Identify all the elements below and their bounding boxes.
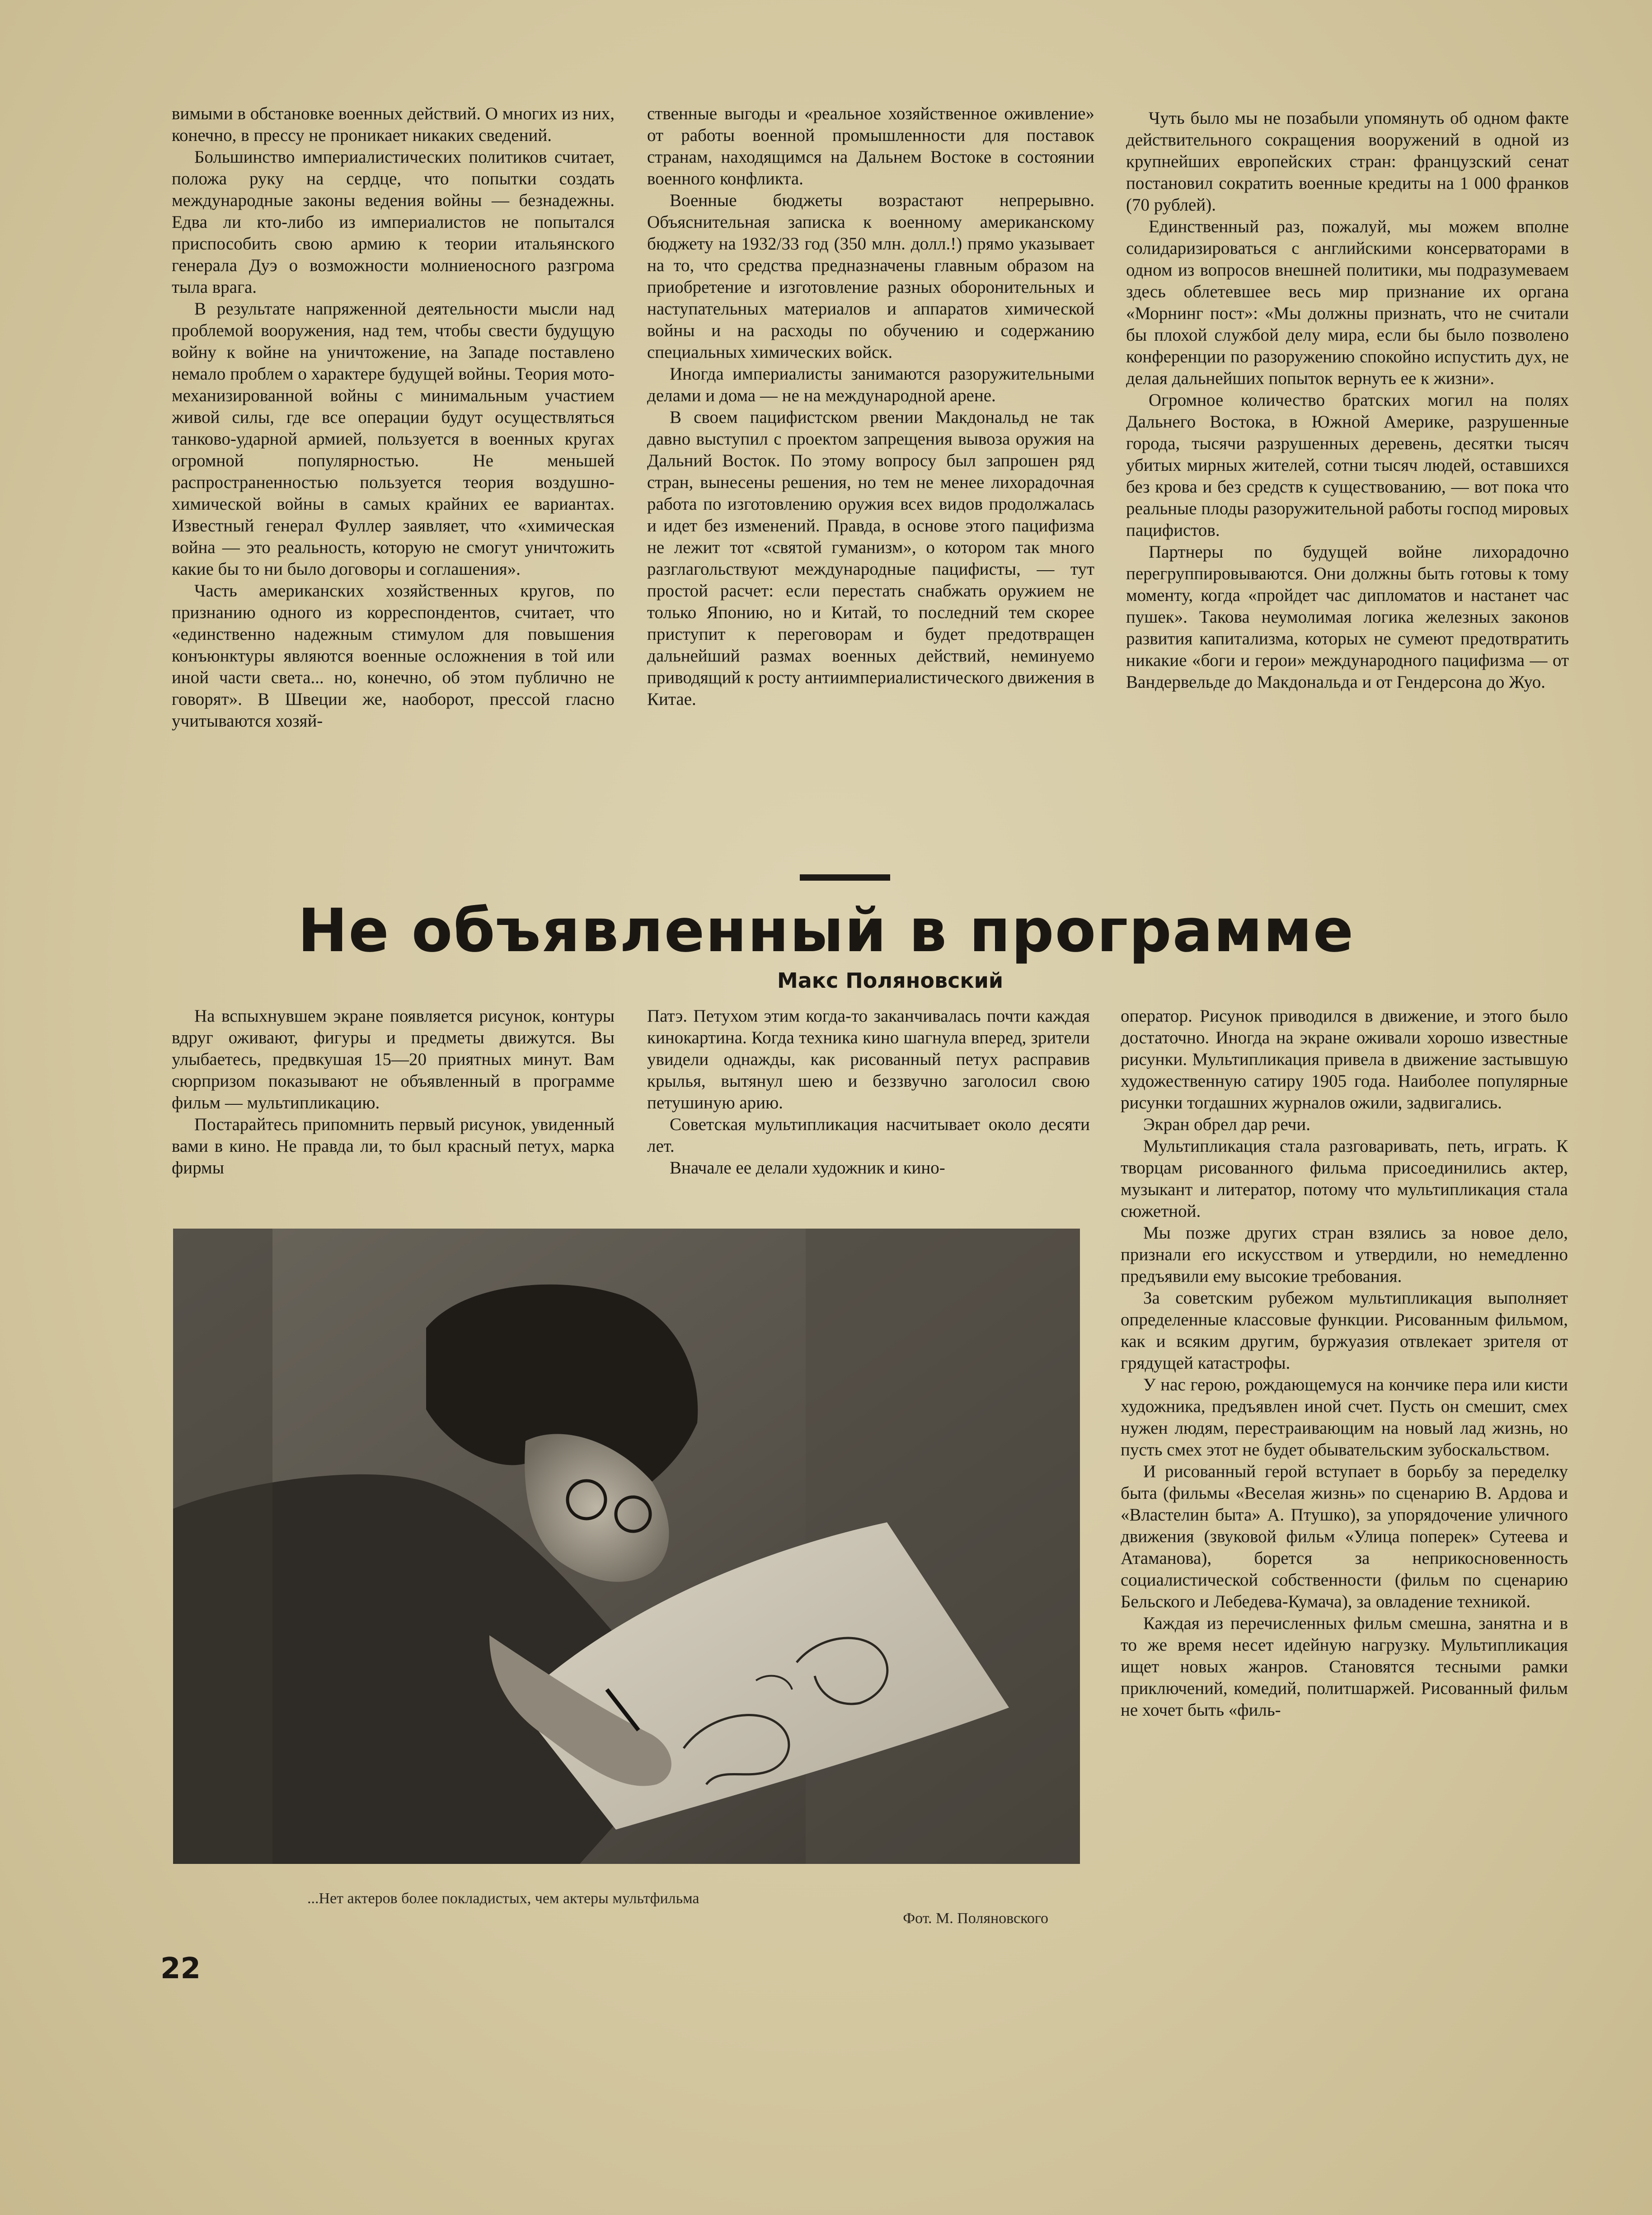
article-photo-animator xyxy=(173,1229,1080,1864)
paragraph: На вспыхнувшем экране появляется рисунок, контуры вдруг оживают, фигуры и предметы движутся. Вы улыбаетесь, предвкушая 15—20 приятных минут. Вам сюрпризом показывают не объявленный в программе фильм — мультипликацию. xyxy=(172,1006,615,1112)
paragraph: Огромное количество братских могил на полях Дальнего Востока, в Южной Америке, разрушенные города, тысячи разрушенных деревень, десятки тысяч убитых мирных жителей, сотни тысяч людей, оставшихся без крова и без средств к существованию, — вот пока что реальные плоды разоружительной работы господ мировых пацифистов. xyxy=(1126,390,1569,540)
article-column-right xyxy=(1121,1005,1568,1948)
article-column-left xyxy=(172,1005,615,1213)
paragraph: И рисованный герой вступает в борьбу за переделку быта (фильмы «Веселая жизнь» по сценарию В. Ардова и «Властелин быта» А. Птушко), за упорядочение уличного движения (звуковой фильм «Улица поперек» Сутеева и Атаманова), борется за неприкосновенность социалистической собственности (фильм по сценарию Бельского и Лебедева-Кумача), за овладение техникой. xyxy=(1121,1462,1568,1611)
paragraph: Советская мультипликация насчитывает около десяти лет. xyxy=(647,1115,1090,1156)
section-divider xyxy=(800,874,890,881)
paragraph: У нас герою, рождающемуся на кончике пера или кисти художника, предъявлен иной счет. Пусть он смешит, смех нужен людям, перестраивающим на новый лад жизнь, но пусть смех этот не будет обывательским зубоскальством. xyxy=(1121,1375,1568,1459)
paragraph: Большинство империалистических политиков считает, положа руку на сердце, что попытки создать международные законы ведения войны — безнадежны. Едва ли кто-либо из империалистов не попытался приспособить свою армию к теории итальянского генерала Дуэ о возможности молниеносного разгрома тыла врага. xyxy=(172,147,615,297)
photo-credit: Фот. М. Поляновского xyxy=(903,1910,1048,1927)
paragraph: Иногда империалисты занимаются разоружительными делами и дома — не на международной арене. xyxy=(647,364,1094,405)
paragraph: Единственный раз, пожалуй, мы можем вполне солидаризироваться с английскими консерваторами в одном из вопросов внешней политики, мы подразумеваем здесь облетевшее весь мир признание их органа «Морнинг пост»: «Мы должны признать, что не считали бы плохой службой делу мира, если бы было позволено конференции по разоружению спокойно испустить дух, не делая дальнейших попыток вернуть ее к жизни». xyxy=(1126,217,1569,388)
top-column-left xyxy=(172,103,615,867)
paragraph: Патэ. Петухом этим когда-то заканчивалась почти каждая кинокартина. Когда техника кино шагнула вперед, зрители увидели однажды, как рисованный петух расправив крылья, вытянул шею и беззвучно заголосил свою петушиную арию. xyxy=(647,1006,1090,1112)
top-column-right xyxy=(1126,108,1569,867)
page-number: 22 xyxy=(160,1952,201,1985)
paragraph: Часть американских хозяйственных кругов, по признанию одного из корреспондентов, считает, что «единственно надежным стимулом для повышения конъюнктуры являются военные осложнения в той или иной части света... но, конечно, об этом публично не говорят». В Швеции же, наоборот, прессой гласно учитываются хозяй- xyxy=(172,581,615,731)
paragraph: Каждая из перечисленных фильм смешна, занятна и в то же время несет идейную нагрузку. Мультипликация ищет новых жанров. Становятся тесными рамки приключений, комедий, политшаржей. Рисованный фильм не хочет быть «филь- xyxy=(1121,1614,1568,1720)
paragraph: ственные выгоды и «реальное хозяйственное оживление» от работы военной промышленности для поставок странам, находящимся на Дальнем Востоке в состоянии военного конфликта. xyxy=(647,104,1094,188)
paragraph: Мы позже других стран взялись за новое дело, признали его искусством и утвердили, но немедленно предъявили ему высокие требования. xyxy=(1121,1223,1568,1286)
article-byline: Макс Поляновский xyxy=(777,968,1004,993)
paragraph: Партнеры по будущей войне лихорадочно перегруппировываются. Они должны быть готовы к тому моменту, когда «пройдет час дипломатов и настанет час пушек». Такова неумолимая логика железных законов развития капитализма, которых не сумеют предотвратить никакие «боги и герои» международного пацифизма — от Вандервельде до Макдональда и от Гендерсона до Жуо. xyxy=(1126,542,1569,692)
paragraph: За советским рубежом мультипликация выполняет определенные классовые функции. Рисованным фильмом, как и всяким другим, буржуазия отвлекает зрителя от грядущей катастрофы. xyxy=(1121,1288,1568,1373)
paragraph: В своем пацифистском рвении Макдональд не так давно выступил с проектом запрещения вывоза оружия на Дальний Восток. По этому вопросу был запрошен ряд стран, вынесены решения, но тем не менее лихорадочная работа по изготовлению оружия всех видов продолжалась и идет без изменений. Правда, в основе этого пацифизма не лежит тот «святой гуманизм», о котором так много разглагольствуют международные пацифисты, — тут простой расчет: если перестать снабжать оружием не только Японию, но и Китай, то последний тем скорее приступит к переговорам и будет предотвращен дальнейший размах военных действий, неминуемо приводящий к росту антиимпериалистического движения в Китае. xyxy=(647,408,1094,709)
paragraph: Мультипликация стала разговаривать, петь, играть. К творцам рисованного фильма присоединились актер, музыкант и литератор, потому что мультипликация стала сюжетной. xyxy=(1121,1136,1568,1221)
photo-caption: ...Нет актеров более покладистых, чем актеры мультфильма xyxy=(307,1890,699,1907)
top-column-middle xyxy=(647,103,1094,867)
paragraph: оператор. Рисунок приводился в движение, и этого было достаточно. Иногда на экране оживали хорошо известные рисунки. Мультипликация привела в движение застывшую художественную сатиру 1905 года. Наиболее популярные рисунки тогдашних журналов ожили, задвигались. xyxy=(1121,1006,1568,1112)
article-headline: Не объявленный в программе xyxy=(297,896,1355,966)
paragraph: Чуть было мы не позабыли упомянуть об одном факте действительного сокращения вооружений в одной из крупнейших европейских стран: французский сенат постановил сократить военные кредиты на 1 000 франков (70 рублей). xyxy=(1126,108,1569,215)
paragraph: Постарайтесь припомнить первый рисунок, увиденный вами в кино. Не правда ли, то был красный петух, марка фирмы xyxy=(172,1115,615,1178)
paragraph: вимыми в обстановке военных действий. О многих из них, конечно, в прессу не проникает никаких сведений. xyxy=(172,104,615,145)
paragraph: В результате напряженной деятельности мысли над проблемой вооружения, над тем, чтобы свести будущую войну к войне на уничтожение, на Западе поставлено немало проблем о характере будущей войны. Теория мото-механизированной войны с минимальным участием живой силы, где все операции будут осуществляться танково-ударной армией, пользуется в военных кругах огромной популярностью. Не меньшей распространенностью пользуется теория воздушно-химической войны в самых крайних ее вариантах. Известный генерал Фуллер заявляет, что «химическая война — это реальность, которую не смогут уничтожить какие бы то ни было договоры и соглашения». xyxy=(172,299,615,579)
paragraph: Военные бюджеты возрастают непрерывно. Объяснительная записка к военному американскому бюджету на 1932/33 год (350 млн. долл.!) прямо указывает на то, что средства предназначены главным образом на приобретение и изготовление разных оборонительных и наступательных материалов и аппаратов химической войны и на расходы по обучению и содержанию специальных химических войск. xyxy=(647,191,1094,362)
paragraph: Экран обрел дар речи. xyxy=(1143,1115,1310,1134)
paragraph: Вначале ее делали художник и кино- xyxy=(670,1158,945,1178)
article-column-middle xyxy=(647,1005,1090,1213)
photo-caption-block xyxy=(307,1889,1075,1929)
